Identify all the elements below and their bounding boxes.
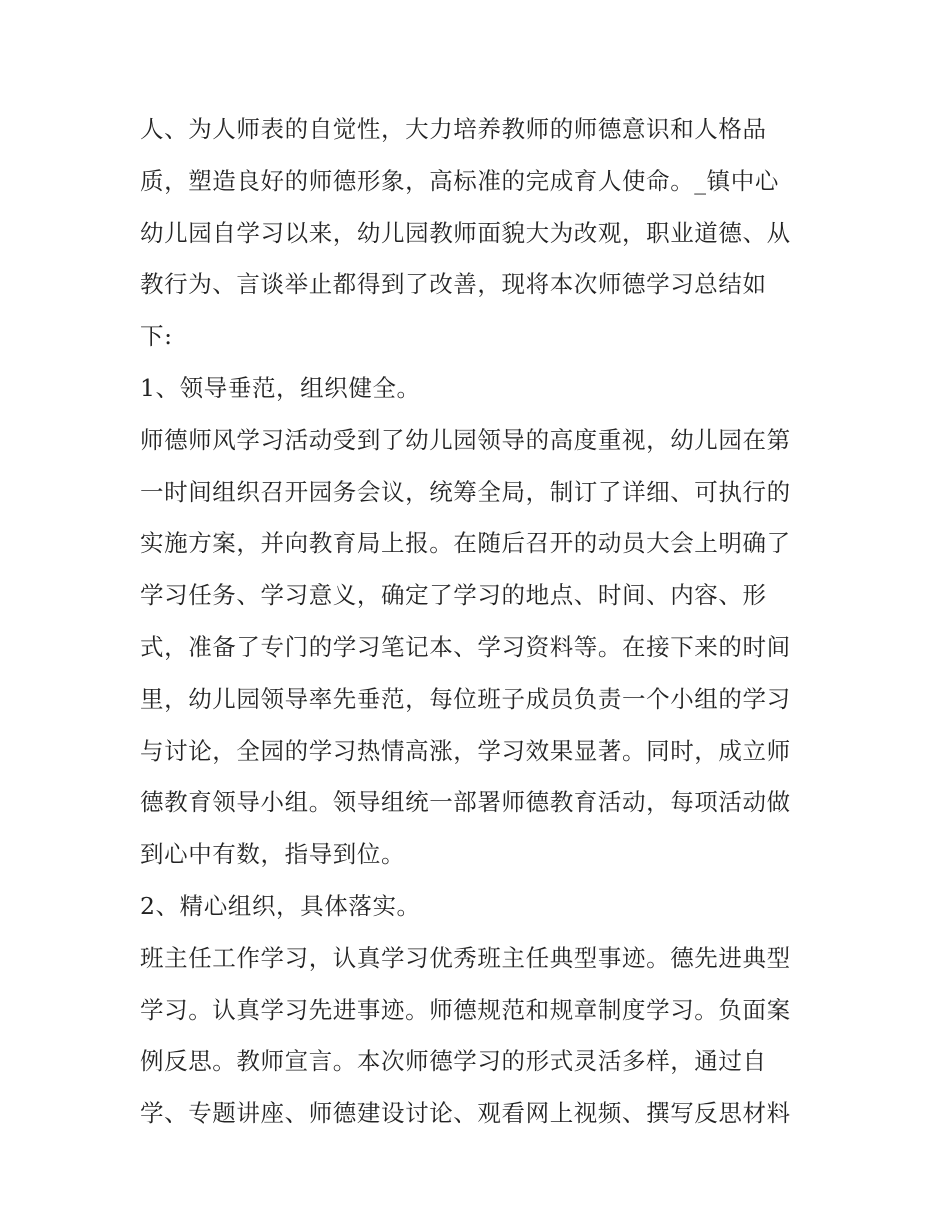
text-line: 式，准备了专门的学习笔记本、学习资料等。在接下来的时间: [140, 632, 791, 661]
section-heading-2: 2、精心组织，具体落实。: [140, 891, 421, 920]
text-line: 里，幼儿园领导率先垂范，每位班子成员负责一个小组的学习: [140, 684, 791, 713]
text-line: 师德师风学习活动受到了幼儿园领导的高度重视，幼儿园在第: [140, 425, 791, 454]
document-body: [140, 104, 820, 1140]
text-line: 例反思。教师宣言。本次师德学习的形式灵活多样，通过自: [140, 1047, 767, 1076]
text-line: 一时间组织召开园务会议，统筹全局，制订了详细、可执行的: [140, 477, 791, 506]
text-line: 教行为、言谈举止都得到了改善，现将本次师德学习总结如: [140, 270, 767, 299]
text-line: 到心中有数，指导到位。: [140, 840, 406, 869]
text-line: 德教育领导小组。领导组统一部署师德教育活动，每项活动做: [140, 788, 791, 817]
text-line: 学习。认真学习先进事迹。师德规范和规章制度学习。负面案: [140, 995, 791, 1024]
text-line: 幼儿园自学习以来，幼儿园教师面貌大为改观，职业道德、从: [140, 218, 791, 247]
text-line: 班主任工作学习，认真学习优秀班主任典型事迹。德先进典型: [140, 943, 791, 972]
text-line: 质，塑造良好的师德形象，高标准的完成育人使命。_镇中心: [140, 166, 779, 195]
text-line: 学、专题讲座、师德建设讨论、观看网上视频、撰写反思材料: [140, 1099, 791, 1128]
section-heading-1: 1、领导垂范，组织健全。: [140, 373, 421, 402]
text-line: 下:: [140, 322, 173, 351]
text-line: 与讨论，全园的学习热情高涨，学习效果显著。同时，成立师: [140, 736, 791, 765]
text-line: 学习任务、学习意义，确定了学习的地点、时间、内容、形: [140, 581, 767, 610]
text-line: 实施方案，并向教育局上报。在随后召开的动员大会上明确了: [140, 529, 791, 558]
text-line: 人、为人师表的自觉性，大力培养教师的师德意识和人格品: [140, 115, 767, 143]
